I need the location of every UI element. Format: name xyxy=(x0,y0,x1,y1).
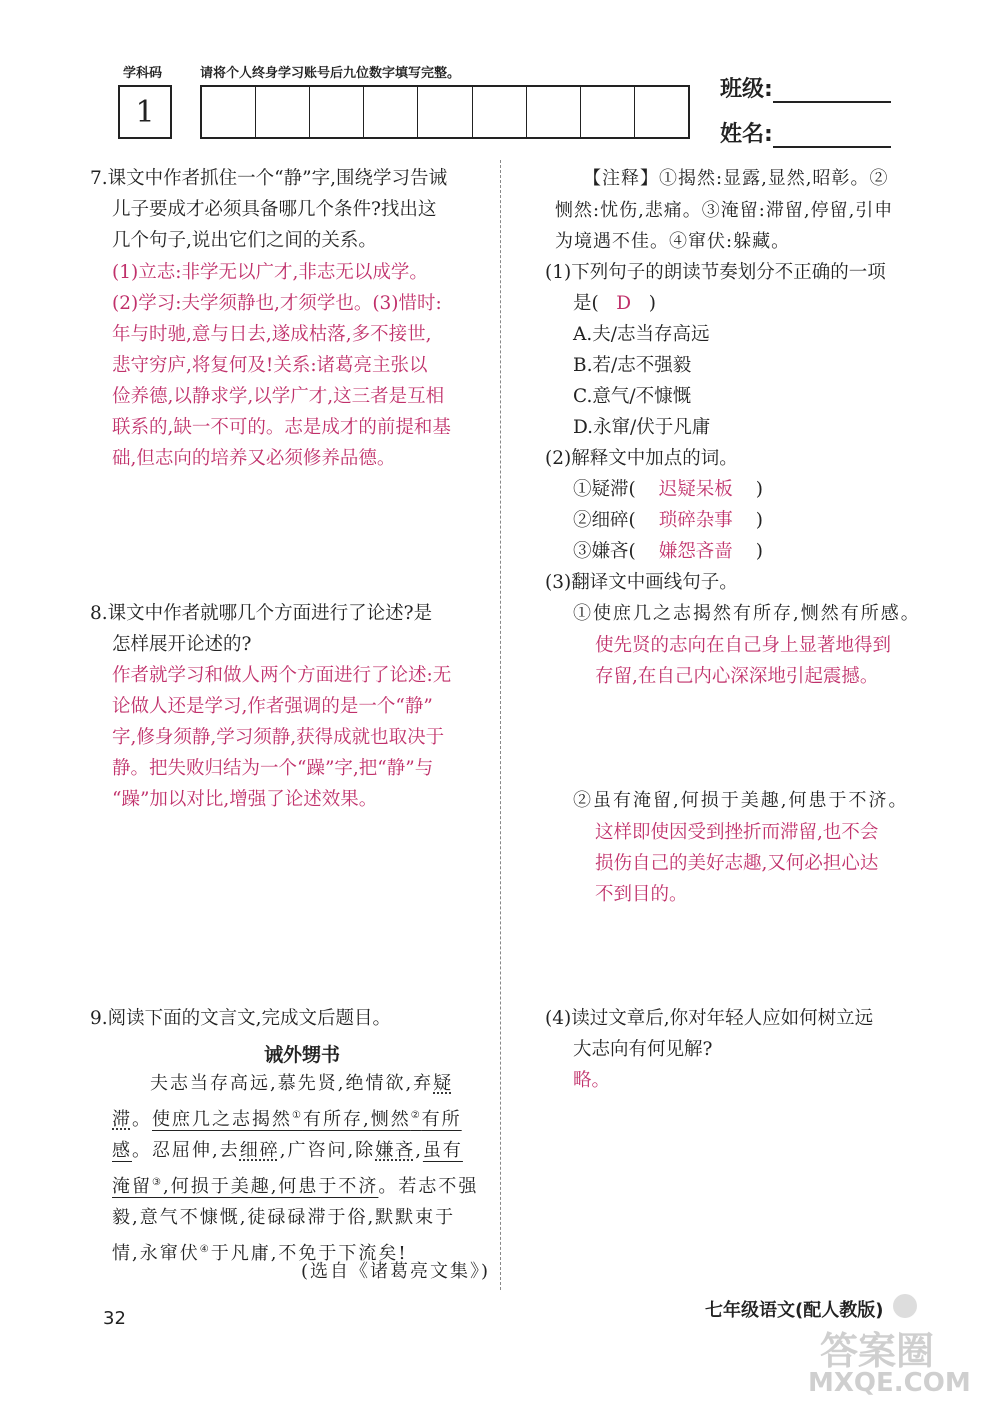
sub3-answer-2: 这样即使因受到挫折而滞留,也不会 xyxy=(595,821,879,843)
sub1-answer-line xyxy=(545,288,925,319)
sub2-item xyxy=(545,505,925,536)
sub2-item xyxy=(545,474,925,505)
name-field[interactable] xyxy=(720,117,891,148)
sub3-answer-2: 不到目的。 xyxy=(595,883,688,905)
sub4 xyxy=(545,1003,925,1096)
classical-line: 淹留③,何损于美趣,何患于不济。若志不强 xyxy=(112,1175,479,1197)
q7-answer-line: 悲守穷庐,将复何及!关系:诸葛亮主张以 xyxy=(112,355,428,376)
sub4-question: (4)读过文章后,你对年轻人应如何树立远 xyxy=(545,1008,874,1029)
classical-line: 夫志当存高远,慕先贤,绝情欲,弃疑 xyxy=(150,1073,454,1094)
page-number: 32 xyxy=(103,1308,126,1329)
subject-code-box xyxy=(118,85,172,139)
sub1-question: (1)下列句子的朗读节奏划分不正确的一项 xyxy=(545,262,886,283)
q9-source: (选自《诸葛亮文集》) xyxy=(300,1261,490,1282)
sub1-option: C.意气/不慷慨 xyxy=(573,386,692,407)
sub4-question: 大志向有何见解? xyxy=(573,1039,713,1060)
classical-line: 毅,意气不慷慨,徒碌碌滞于俗,默默束于 xyxy=(112,1207,456,1228)
notes xyxy=(555,163,915,258)
sub3-part2 xyxy=(573,785,933,910)
account-digit-boxes[interactable] xyxy=(200,85,690,139)
sub3-answer-1: 存留,在自己内心深深地引起震撼。 xyxy=(595,665,879,687)
q7-answer-line: 年与时驰,意与日去,遂成枯落,多不接世, xyxy=(112,324,432,345)
class-blank[interactable] xyxy=(773,81,891,103)
q8-answer-line: 论做人还是学习,作者强调的是一个“静” xyxy=(112,696,433,717)
sub2 xyxy=(545,443,925,567)
note-line: 【注释】①揭然:显露,显然,昭彰。② xyxy=(583,168,889,189)
sub3 xyxy=(545,567,925,692)
sub3-question: (3)翻译文中画线句子。 xyxy=(545,572,738,593)
q7-answer-line: (2)学习:夫学须静也,才须学也。(3)惜时: xyxy=(112,293,442,314)
q7-answer-line: 俭养德,以静求学,以学广才,这三者是互相 xyxy=(112,386,445,407)
q9-question: 9.阅读下面的文言文,完成文后题目。 xyxy=(90,1008,392,1029)
q7-answer-line: (1)立志:非学无以广才,非志无以成学。 xyxy=(112,262,428,283)
q8-line: 8.课文中作者就哪几个方面进行了论述?是 xyxy=(90,603,433,624)
q8-answer-line: “躁”加以对比,增强了论述效果。 xyxy=(112,789,378,810)
classical-line: 情,永窜伏④于凡庸,不免于下流矣! xyxy=(112,1242,408,1264)
digit-box[interactable] xyxy=(418,87,472,137)
classical-text xyxy=(112,1068,492,1269)
sub2-close: ) xyxy=(755,479,763,500)
sub2-close: ) xyxy=(755,541,763,562)
watermark-logo: 答案圈 xyxy=(820,1329,935,1373)
sub2-question: (2)解释文中加点的词。 xyxy=(545,448,738,469)
q7-answer-line: 联系的,缺一不可的。志是成才的前提和基 xyxy=(112,417,451,438)
name-label: 姓名: xyxy=(720,122,773,147)
sub4-answer: 略。 xyxy=(573,1070,611,1091)
classical-line: 感。忍屈伸,去细碎,广咨问,除嫌吝,虽有 xyxy=(112,1140,463,1161)
name-blank[interactable] xyxy=(773,126,891,148)
digit-box[interactable] xyxy=(310,87,364,137)
digit-box[interactable] xyxy=(581,87,635,137)
q8-answer-line: 字,修身须静,学习须静,获得成就也取决于 xyxy=(112,727,445,748)
q7-answer xyxy=(112,257,492,474)
q7-line: 7.课文中作者抓住一个“静”字,围绕学习告诫 xyxy=(90,168,447,189)
q7-line: 儿子要成才必须具备哪几个条件?找出这 xyxy=(112,199,437,220)
sub3-sentence-1: ①使庶几之志揭然有所存,恻然有所感。 xyxy=(573,603,921,624)
q7-line: 几个句子,说出它们之间的关系。 xyxy=(112,230,377,251)
sub2-word: ②细碎( xyxy=(573,510,636,531)
sub1-answer: D xyxy=(616,293,632,314)
q8-answer-line: 静。把失败归结为一个“躁”字,把“静”与 xyxy=(112,758,434,779)
account-instruction: 请将个人终身学习账号后九位数字填写完整。 xyxy=(200,66,461,81)
q8-question xyxy=(90,598,490,660)
note-line: 为境遇不佳。④窜伏:躲藏。 xyxy=(555,231,791,252)
sub2-answer: 琐碎杂事 xyxy=(658,510,733,531)
sub2-item xyxy=(545,536,925,567)
digit-box[interactable] xyxy=(202,87,256,137)
sub1-q-pre: 是( xyxy=(573,293,599,314)
q8-line: 怎样展开论述的? xyxy=(112,634,252,655)
sub2-answer: 嫌怨吝啬 xyxy=(658,541,733,562)
digit-box[interactable] xyxy=(364,87,418,137)
sub3-sentence-2: ②虽有淹留,何损于美趣,何患于不济。 xyxy=(573,790,909,811)
sub2-word: ③嫌吝( xyxy=(573,541,636,562)
subject-code-label: 学科码 xyxy=(123,66,163,81)
sub2-word: ①疑滞( xyxy=(573,479,636,500)
q8-answer xyxy=(112,660,492,815)
class-label: 班级: xyxy=(720,77,773,102)
sub1 xyxy=(545,257,925,443)
q7-answer-line: 础,但志向的培养又必须修养品德。 xyxy=(112,448,396,469)
sub2-close: ) xyxy=(755,510,763,531)
digit-box[interactable] xyxy=(527,87,581,137)
digit-box[interactable] xyxy=(635,87,688,137)
sub2-answer: 迟疑呆板 xyxy=(658,479,733,500)
sub1-option: A.夫/志当存高远 xyxy=(573,324,710,345)
sub1-q-post: ) xyxy=(648,293,656,314)
classical-line: 滞。使庶几之志揭然①有所存,恻然②有所 xyxy=(112,1108,462,1130)
sub1-option: D.永窜/伏于凡庸 xyxy=(573,417,711,438)
watermark-url: MXQE.COM xyxy=(808,1368,971,1398)
q9-title: 诫外甥书 xyxy=(263,1044,340,1066)
flower-icon xyxy=(893,1294,917,1318)
note-line: 恻然:忧伤,悲痛。③淹留:滞留,停留,引申 xyxy=(555,199,894,221)
digit-box[interactable] xyxy=(473,87,527,137)
q7-question xyxy=(90,163,490,256)
book-title: 七年级语文(配人教版) xyxy=(705,1300,884,1321)
digit-box[interactable] xyxy=(256,87,310,137)
subject-code-value: 1 xyxy=(135,94,155,130)
sub1-option: B.若/志不强毅 xyxy=(573,355,692,376)
class-field[interactable] xyxy=(720,72,891,103)
sub3-answer-2: 损伤自己的美好志趣,又何必担心达 xyxy=(595,852,879,874)
q8-answer-line: 作者就学习和做人两个方面进行了论述:无 xyxy=(112,665,452,686)
column-divider xyxy=(500,160,501,1290)
sub3-answer-1: 使先贤的志向在自己身上显著地得到 xyxy=(595,634,892,656)
